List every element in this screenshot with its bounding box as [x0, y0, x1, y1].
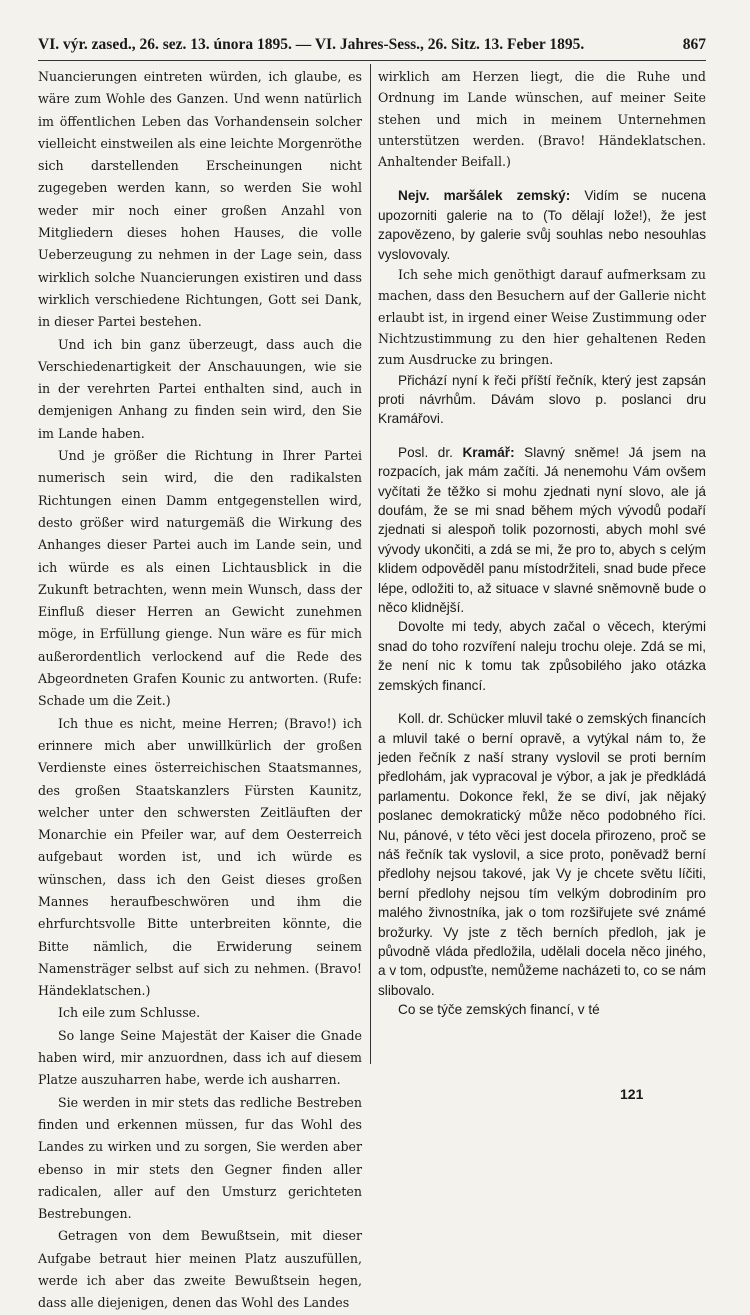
czech-paragraph: Dovolte mi tedy, abych začal o věcech, kterými snad do toho rozvíření naleju trochu oleje. Zdá se mi, že není nic k tomu tak způsobilého jako otázka zemských financí.: [378, 619, 706, 693]
german-paragraph: Sie werden in mir stets das redliche Bestreben finden und erkennen müssen, fur das Wohl des Landes zu wirken und zu sorgen, Sie werden aber ebenso in mir stets den Gegner finden aller radicalen, aller auf den Umsturz gerichteten Bestrebungen.: [38, 1094, 362, 1222]
german-paragraph: wirklich am Herzen liegt, die die Ruhe und Ordnung im Lande wünschen, auf meiner Seite stehen und mich in meinem Unternehmen unterstützen werden. (Bravo! Händeklatschen. Anhaltender Beifall.): [378, 69, 706, 170]
czech-paragraph: Co se týče zemských financí, v té: [398, 1002, 600, 1018]
speaker-title: Posl. dr.: [398, 444, 453, 460]
german-paragraph: So lange Seine Majestät der Kaiser die Gnade haben wird, mir anzuordnen, dass ich auf diesem Platze auszuharren habe, werde ich ausharren.: [38, 1027, 362, 1088]
right-column: [378, 66, 706, 1076]
left-column: [38, 66, 362, 1311]
german-paragraph: Nuancierungen eintreten würden, ich glaube, es wäre zum Wohle des Ganzen. Und wenn natürlich im öffentlichen Leben das Vorhandensein solcher vielleicht einstweilen als eine leichte Morgenröthe sich darstellenden Erscheinungen nicht zugegeben werden kann, so werden Sie wohl weder mir noch einer großen Anzahl von Mitgliedern dieses hohen Hauses, die volle Ueberzeugung zu nehmen in der Lage sein, dass wirklich solche Nuancierungen existiren und dass wirklich verschiedene Richtungen, Gott sei Dank, in dieser Partei bestehen.: [38, 69, 362, 330]
german-paragraph: Ich eile zum Schlusse.: [58, 1005, 201, 1021]
german-paragraph: Ich sehe mich genöthigt darauf aufmerksam zu machen, dass den Besuchern auf der Gallerie nicht erlaubt ist, in irgend einer Weise Zustimmung oder Nichtzustimmung zu den hier gehaltenen Reden zum Ausdrucke zu bringen.: [378, 267, 706, 368]
german-paragraph: Ich thue es nicht, meine Herren; (Bravo!) ich erinnere mich aber unwillkürlich der großen Verdienste eines österreichischen Staatsmannes, des großen Staatskanzlers Fürsten Kaunitz, welcher unter den schwersten Zeitläuften der Monarchie ein Pfeiler war, auf dem Oesterreich aufgebaut worden ist, und ich würde es wünschen, dass ich den Geist dieses großen Mannes heraufbeschwören und ihm die ehrfurchtsvolle Bitte unterbreiten könnte, die Bitte nämlich, die Erwiderung seinem Namensträger selbst auf sich zu nehmen. (Bravo! Händeklatschen.): [38, 715, 362, 999]
footer-page-number: 121: [620, 1086, 644, 1102]
german-paragraph: Und ich bin ganz überzeugt, dass auch die Verschiedenartigkeit der Anschauungen, wie sie in der verehrten Partei enthalten sind, auch in demjenigen Anhang zu finden sein wird, den Sie im Lande haben.: [38, 336, 362, 441]
czech-paragraph: Přichází nyní k řeči příští řečník, který jest zapsán proti návrhům. Dávám slovo p. poslanci dru Kramářovi.: [378, 372, 706, 427]
header-rule: [38, 60, 706, 61]
german-paragraph: Getragen von dem Bewußtsein, mit dieser Aufgabe betraut hier meinen Platz auszufüllen, werde ich aber das zweite Bewußtsein hegen, dass alle diejenigen, denen das Wohl des Landes: [38, 1228, 362, 1311]
speech-text: Slavný sněme! Já jsem na rozpacích, jak mám začíti. Já nenemohu Vám ovšem vyčítati že těžko si mohu zjednati nyní slovo, ale já doufám, že se mi snad během mých vývodů podaří zjednati si alespoň tolik pozornosti, abych mohl své vývody ukončiti, a zdá se mi, že pro to, abych s celým klidem odpověděl panu místodržiteli, snad bude přece lépe, odložiti to, až situace v slavné sněmovně bude o něco klidnější.: [378, 444, 706, 616]
speech-text: Vidím se nucena upozorniti galerie na to (To dělají lože!), že jest zapovězeno, by galerie svůj souhlas nebo nesouhlas vyslovovaly.: [378, 188, 706, 262]
page-number: 867: [682, 36, 706, 53]
german-paragraph: Und je größer die Richtung in Ihrer Partei numerisch sein wird, die den radikalsten Richtungen einen Damm entgegenstellen wird, desto größer wird naturgemäß die Wirkung des Anhanges dieser Partei auch im Lande sein, und ich würde es als einen Lichtausblick in die Zukunft betrachten, wenn mein Wunsch, dass der Einfluß dieser Herren an Gewicht zunehmen möge, in Erfüllung gienge. Nun wäre es für mich außerordentlich verlockend auf die Rede des Abgeordneten Grafen Kounic zu antworten. (Rufe: Schade um die Zeit.): [38, 448, 362, 709]
speaker-name: Nejv. maršálek zemský:: [398, 188, 571, 204]
header-session-line: VI. výr. zased., 26. sez. 13. února 1895. — VI. Jahres-Sess., 26. Sitz. 13. Feber 1895.: [38, 36, 585, 53]
czech-paragraph: [378, 443, 706, 618]
speaker-name: Kramář:: [462, 444, 515, 460]
page-header: [38, 36, 706, 56]
czech-paragraph: [378, 186, 706, 264]
czech-paragraph: Koll. dr. Schücker mluvil také o zemských financích a mluvil také o berní opravě, a vytýkal nám to, že jeden řečník z naší strany vyslovil se proti berním předlohám, jak vypracoval je výbor, a jak je předkládá parlamentu. Dokonce řekl, že se diví, jak nějaký poslanec demokratický může něco podobného říci. Nu, pánové, v této věci jest docela přirozeno, proč se náš řečník tak vyslovil, a sice proto, poněvadž berní předlohy nejsou takové, jak Vy je chcete světu líčiti, berní předlohy nejsou tím velkým dobrodiním pro malého živnostníka, jak o tom rozšiřujete své známé brožurky. Vy jste z těch berních předloh, jak je původně vláda předložila, udělali docela něco jiného, a v tom, odpusťte, nemůžeme nacházeti to, co se nám slibovalo.: [378, 711, 706, 998]
column-divider: [370, 64, 371, 1064]
